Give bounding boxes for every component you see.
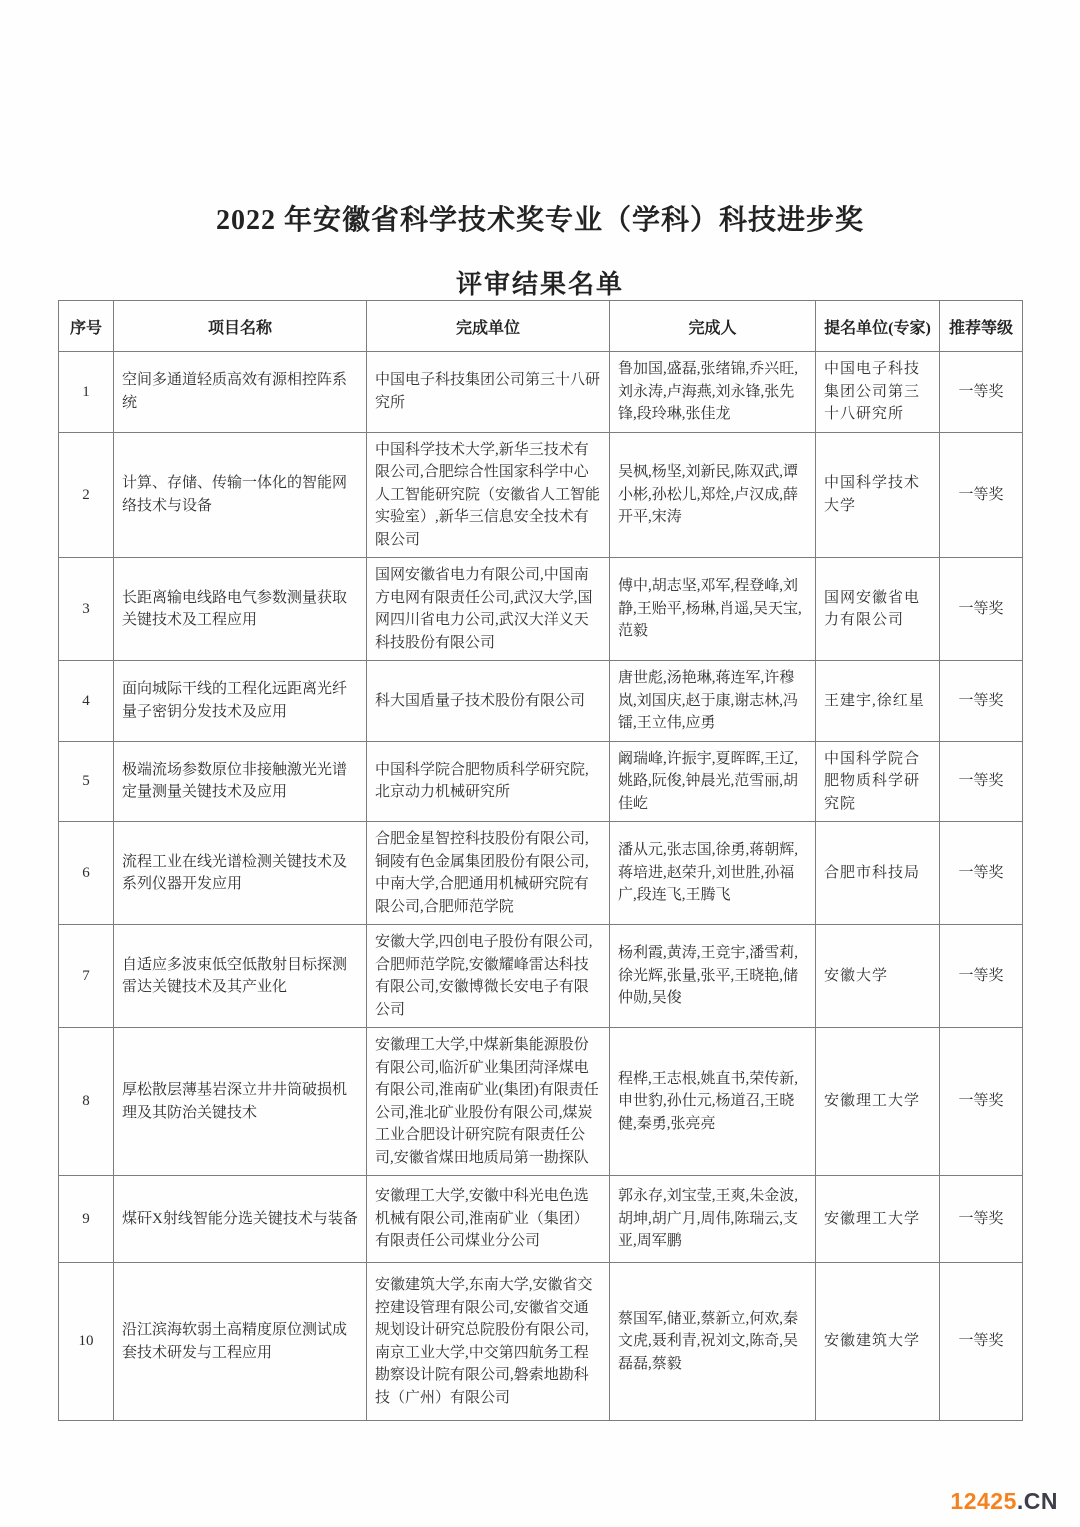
cell-no: 9 xyxy=(59,1176,114,1263)
cell-project: 长距离输电线路电气参数测量获取关键技术及工程应用 xyxy=(114,558,367,661)
cell-units: 安徽大学,四创电子股份有限公司,合肥师范学院,安徽耀峰雷达科技有限公司,安徽博微长安电子有限公司 xyxy=(367,925,610,1028)
table-row xyxy=(59,432,1023,558)
table-row xyxy=(59,822,1023,925)
cell-units: 中国科学院合肥物质科学研究院,北京动力机械研究所 xyxy=(367,741,610,822)
cell-grade: 一等奖 xyxy=(940,661,1023,742)
column-header-2: 项目名称 xyxy=(114,301,367,352)
cell-no: 7 xyxy=(59,925,114,1028)
cell-people: 蔡国军,储亚,蔡新立,何欢,秦文虎,聂利青,祝刘文,陈奇,吴磊磊,蔡毅 xyxy=(610,1263,816,1421)
cell-project: 沿江滨海软弱土高精度原位测试成套技术研发与工程应用 xyxy=(114,1263,367,1421)
column-header-1: 序号 xyxy=(59,301,114,352)
column-header-4: 完成人 xyxy=(610,301,816,352)
cell-grade: 一等奖 xyxy=(940,1028,1023,1176)
award-results-table xyxy=(58,300,1023,1421)
table-row xyxy=(59,661,1023,742)
table-row xyxy=(59,1028,1023,1176)
cell-project: 计算、存储、传输一体化的智能网络技术与设备 xyxy=(114,432,367,558)
cell-nominator: 中国科学院合肥物质科学研究院 xyxy=(816,741,940,822)
cell-people: 郭永存,刘宝莹,王爽,朱金波,胡坤,胡广月,周伟,陈瑞云,支亚,周军鹏 xyxy=(610,1176,816,1263)
cell-units: 中国电子科技集团公司第三十八研究所 xyxy=(367,352,610,433)
cell-nominator: 国网安徽省电力有限公司 xyxy=(816,558,940,661)
cell-project: 极端流场参数原位非接触激光光谱定量测量关键技术及应用 xyxy=(114,741,367,822)
column-header-6: 推荐等级 xyxy=(940,301,1023,352)
cell-grade: 一等奖 xyxy=(940,432,1023,558)
document-title-line1: 2022 年安徽省科学技术奖专业（学科）科技进步奖 xyxy=(215,205,864,236)
cell-people: 唐世彪,汤艳琳,蒋连军,许穆岚,刘国庆,赵于康,谢志林,冯镭,王立伟,应勇 xyxy=(610,661,816,742)
cell-project: 煤矸X射线智能分选关键技术与装备 xyxy=(114,1176,367,1263)
cell-people: 阚瑞峰,许振宇,夏晖晖,王辽,姚路,阮俊,钟晨光,范雪丽,胡佳屹 xyxy=(610,741,816,822)
cell-nominator: 安徽大学 xyxy=(816,925,940,1028)
cell-nominator: 王建宇,徐红星 xyxy=(816,661,940,742)
cell-people: 鲁加国,盛磊,张绪锦,乔兴旺,刘永涛,卢海燕,刘永锋,张先锋,段玲琳,张佳龙 xyxy=(610,352,816,433)
cell-units: 科大国盾量子技术股份有限公司 xyxy=(367,661,610,742)
cell-project: 流程工业在线光谱检测关键技术及系列仪器开发应用 xyxy=(114,822,367,925)
cell-project: 面向城际干线的工程化远距离光纤量子密钥分发技术及应用 xyxy=(114,661,367,742)
table-row xyxy=(59,1263,1023,1421)
cell-nominator: 安徽理工大学 xyxy=(816,1176,940,1263)
cell-units: 国网安徽省电力有限公司,中国南方电网有限责任公司,武汉大学,国网四川省电力公司,武汉大洋义天科技股份有限公司 xyxy=(367,558,610,661)
cell-units: 安徽理工大学,中煤新集能源股份有限公司,临沂矿业集团菏泽煤电有限公司,淮南矿业(集团)有限责任公司,淮北矿业股份有限公司,煤炭工业合肥设计研究院有限责任公司,安徽省煤田地质局第一勘探队 xyxy=(367,1028,610,1176)
cell-grade: 一等奖 xyxy=(940,822,1023,925)
cell-no: 6 xyxy=(59,822,114,925)
cell-no: 1 xyxy=(59,352,114,433)
cell-grade: 一等奖 xyxy=(940,741,1023,822)
table-header-row xyxy=(59,301,1023,352)
watermark-suffix: .CN xyxy=(1016,1488,1058,1514)
cell-people: 程桦,王志根,姚直书,荣传新,申世豹,孙仕元,杨道召,王晓健,秦勇,张亮亮 xyxy=(610,1028,816,1176)
cell-units: 中国科学技术大学,新华三技术有限公司,合肥综合性国家科学中心人工智能研究院（安徽省人工智能实验室）,新华三信息安全技术有限公司 xyxy=(367,432,610,558)
document-title-line2: 评审结果名单 xyxy=(455,270,624,299)
table-row xyxy=(59,352,1023,433)
cell-no: 5 xyxy=(59,741,114,822)
cell-people: 杨利霞,黄涛,王竞宇,潘雪莉,徐光辉,张量,张平,王晓艳,储仲勋,吴俊 xyxy=(610,925,816,1028)
cell-nominator: 中国科学技术大学 xyxy=(816,432,940,558)
table-row xyxy=(59,741,1023,822)
table-row xyxy=(59,558,1023,661)
cell-units: 合肥金星智控科技股份有限公司,铜陵有色金属集团股份有限公司,中南大学,合肥通用机械研究院有限公司,合肥师范学院 xyxy=(367,822,610,925)
table-row xyxy=(59,925,1023,1028)
cell-project: 自适应多波束低空低散射目标探测雷达关键技术及其产业化 xyxy=(114,925,367,1028)
cell-people: 潘从元,张志国,徐勇,蒋朝辉,蒋培进,赵荣升,刘世胜,孙福广,段连飞,王腾飞 xyxy=(610,822,816,925)
column-header-3: 完成单位 xyxy=(367,301,610,352)
cell-people: 吴枫,杨坚,刘新民,陈双武,谭小彬,孙松儿,郑烇,卢汉成,薛开平,宋涛 xyxy=(610,432,816,558)
cell-nominator: 安徽理工大学 xyxy=(816,1028,940,1176)
cell-people: 傅中,胡志坚,邓军,程登峰,刘静,王贻平,杨琳,肖遥,吴天宝,范毅 xyxy=(610,558,816,661)
column-header-5: 提名单位(专家) xyxy=(816,301,940,352)
cell-grade: 一等奖 xyxy=(940,1176,1023,1263)
cell-grade: 一等奖 xyxy=(940,352,1023,433)
cell-units: 安徽建筑大学,东南大学,安徽省交控建设管理有限公司,安徽省交通规划设计研究总院股份有限公司,南京工业大学,中交第四航务工程勘察设计院有限公司,磐索地勘科技（广州）有限公司 xyxy=(367,1263,610,1421)
cell-no: 2 xyxy=(59,432,114,558)
cell-nominator: 中国电子科技集团公司第三十八研究所 xyxy=(816,352,940,433)
watermark-number: 12425 xyxy=(950,1488,1017,1514)
cell-no: 10 xyxy=(59,1263,114,1421)
cell-grade: 一等奖 xyxy=(940,558,1023,661)
cell-grade: 一等奖 xyxy=(940,925,1023,1028)
cell-no: 4 xyxy=(59,661,114,742)
watermark xyxy=(950,1488,1058,1515)
table-row xyxy=(59,1176,1023,1263)
cell-no: 8 xyxy=(59,1028,114,1176)
cell-project: 厚松散层薄基岩深立井井筒破损机理及其防治关键技术 xyxy=(114,1028,367,1176)
cell-project: 空间多通道轻质高效有源相控阵系统 xyxy=(114,352,367,433)
cell-grade: 一等奖 xyxy=(940,1263,1023,1421)
cell-no: 3 xyxy=(59,558,114,661)
cell-units: 安徽理工大学,安徽中科光电色选机械有限公司,淮南矿业（集团）有限责任公司煤业分公司 xyxy=(367,1176,610,1263)
cell-nominator: 合肥市科技局 xyxy=(816,822,940,925)
cell-nominator: 安徽建筑大学 xyxy=(816,1263,940,1421)
